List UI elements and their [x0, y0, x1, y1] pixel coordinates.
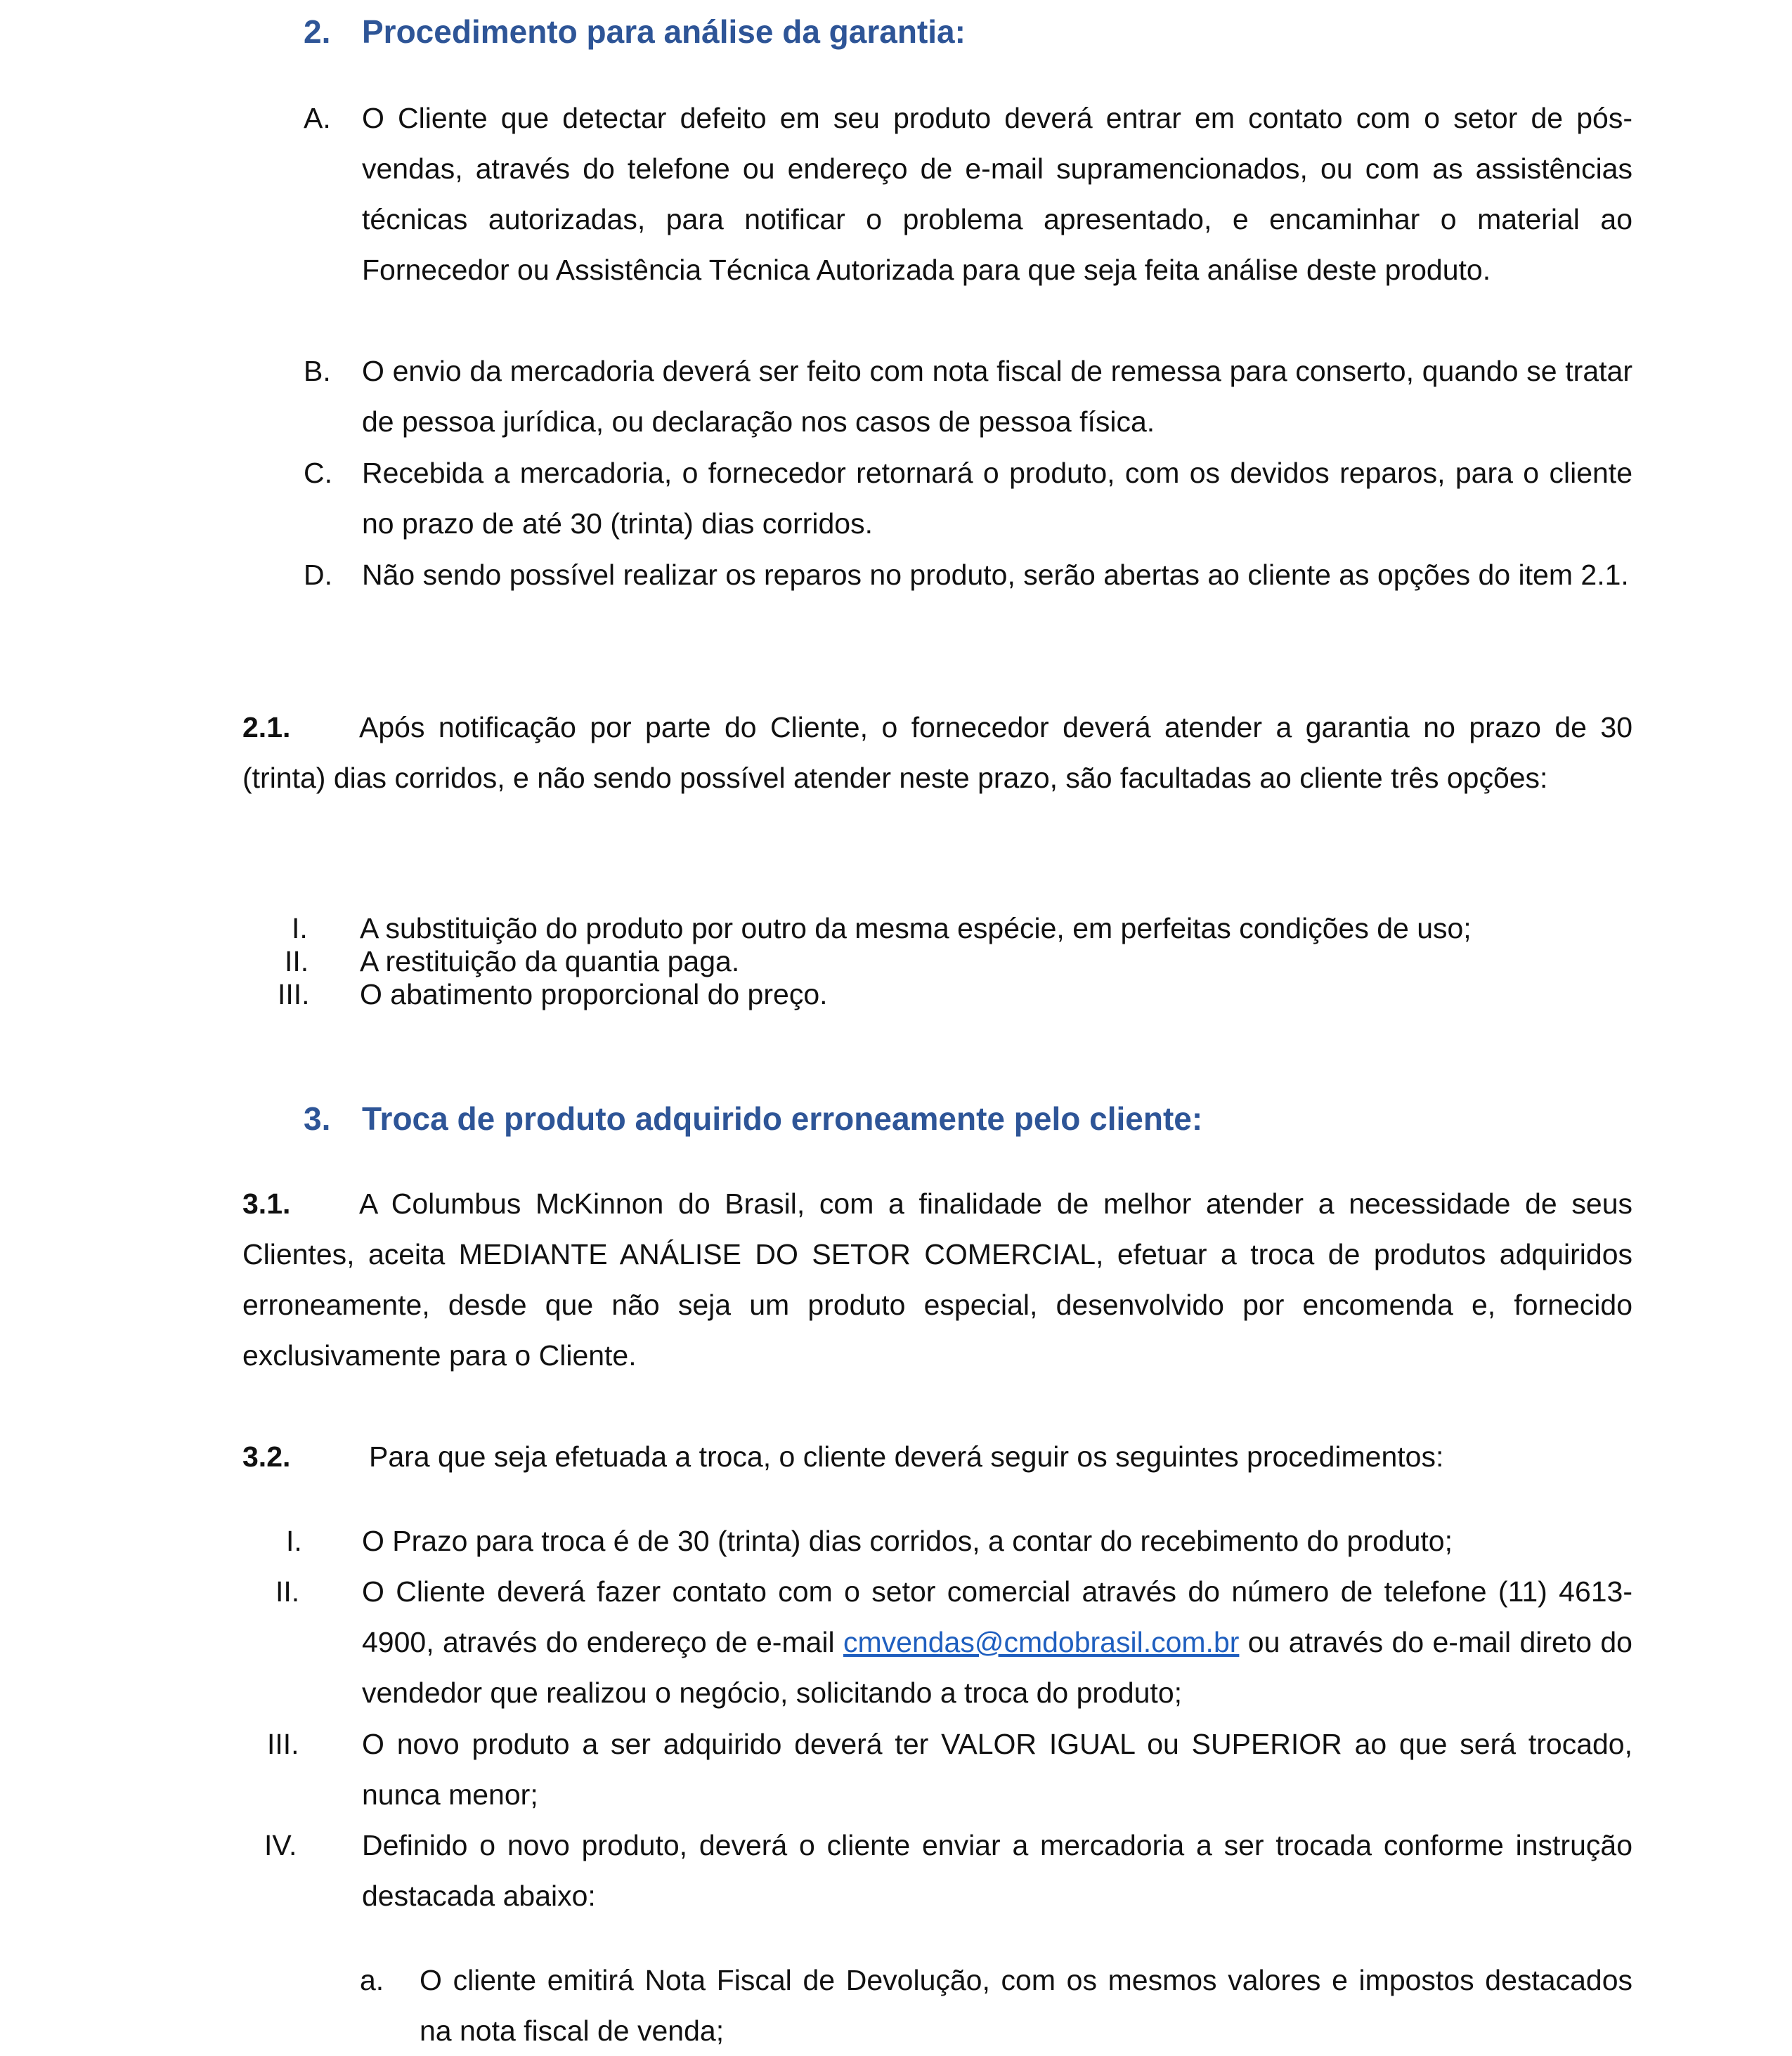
list-text	[362, 1566, 1632, 1718]
clause-number: 3.2.	[242, 1440, 291, 1473]
list-label: D.	[304, 559, 332, 591]
list-text: Definido o novo produto, deverá o cliente enviar a mercadoria a ser trocada conforme instrução destacada abaixo:	[362, 1829, 1632, 1912]
clause-number: 3.1.	[242, 1188, 291, 1220]
clause-number: 2.1.	[242, 711, 291, 743]
email-link[interactable]: cmvendas@cmdobrasil.com.br	[843, 1626, 1240, 1658]
step-text-after: ou através do e-mail direto do vendedor que realizou o negócio, solicitando a troca do produto;	[362, 1626, 1632, 1709]
list-label: a.	[360, 1964, 384, 1996]
list-text: O abatimento proporcional do preço.	[360, 978, 828, 1010]
list-label: C.	[304, 457, 332, 489]
section-title: Procedimento para análise da garantia:	[362, 13, 966, 50]
clause-text: Para que seja efetuada a troca, o cliente deverá seguir os seguintes procedimentos:	[369, 1440, 1444, 1473]
clause-text: A Columbus McKinnon do Brasil, com a finalidade de melhor atender a necessidade de seus Clientes, aceita MEDIANTE ANÁLISE DO SETOR COMERCIAL, efetuar a troca de produtos adquiridos erroneamente, desde que não seja um produto especial, desenvolvido por encomenda e, fornecido exclusivamente para o Cliente.	[242, 1188, 1632, 1372]
list-label: A.	[304, 102, 331, 134]
list-text: O Cliente que detectar defeito em seu produto deverá entrar em contato com o setor de pós-vendas, através do telefone ou endereço de e-mail supramencionados, ou com as assistências técnicas autorizadas, para notificar o problema apresentado, e encaminhar o material ao Fornecedor ou Assistência Técnica Autorizada para que seja feita análise deste produto.	[362, 102, 1632, 286]
clause-text: Após notificação por parte do Cliente, o fornecedor deverá atender a garantia no prazo de 30 (trinta) dias corridos, e não sendo possível atender neste prazo, são facultadas ao cliente três opções:	[242, 711, 1632, 794]
list-text: Não sendo possível realizar os reparos no produto, serão abertas ao cliente as opções do item 2.1.	[362, 559, 1629, 591]
list-label: III.	[267, 1728, 299, 1760]
list-text: O novo produto a ser adquirido deverá ter VALOR IGUAL ou SUPERIOR ao que será trocado, nunca menor;	[362, 1728, 1632, 1811]
list-label: IV.	[264, 1829, 297, 1861]
list-label: II.	[275, 1575, 300, 1608]
list-text: O Prazo para troca é de 30 (trinta) dias corridos, a contar do recebimento do produto;	[362, 1525, 1453, 1557]
list-text: Recebida a mercadoria, o fornecedor retornará o produto, com os devidos reparos, para o cliente no prazo de até 30 (trinta) dias corridos.	[362, 457, 1632, 540]
section-number: 3.	[304, 1100, 331, 1137]
list-text: A restituição da quantia paga.	[360, 945, 740, 977]
list-label: B.	[304, 355, 331, 387]
step-text-before: O Cliente deverá fazer contato com o setor comercial através do número de telefone (11) 4613-4900, através do endereço de e-mail	[362, 1575, 1632, 1658]
section-title: Troca de produto adquirido erroneamente pelo cliente:	[362, 1100, 1203, 1137]
list-label: I.	[286, 1525, 302, 1557]
list-text: A substituição do produto por outro da mesma espécie, em perfeitas condições de uso;	[360, 912, 1472, 944]
list-text: O envio da mercadoria deverá ser feito com nota fiscal de remessa para conserto, quando se tratar de pessoa jurídica, ou declaração nos casos de pessoa física.	[362, 355, 1632, 438]
list-label: I.	[292, 912, 308, 944]
list-text: O cliente emitirá Nota Fiscal de Devolução, com os mesmos valores e impostos destacados na nota fiscal de venda;	[420, 1964, 1632, 2047]
list-label: II.	[285, 945, 309, 977]
list-label: III.	[278, 978, 310, 1010]
section-number: 2.	[304, 13, 331, 50]
